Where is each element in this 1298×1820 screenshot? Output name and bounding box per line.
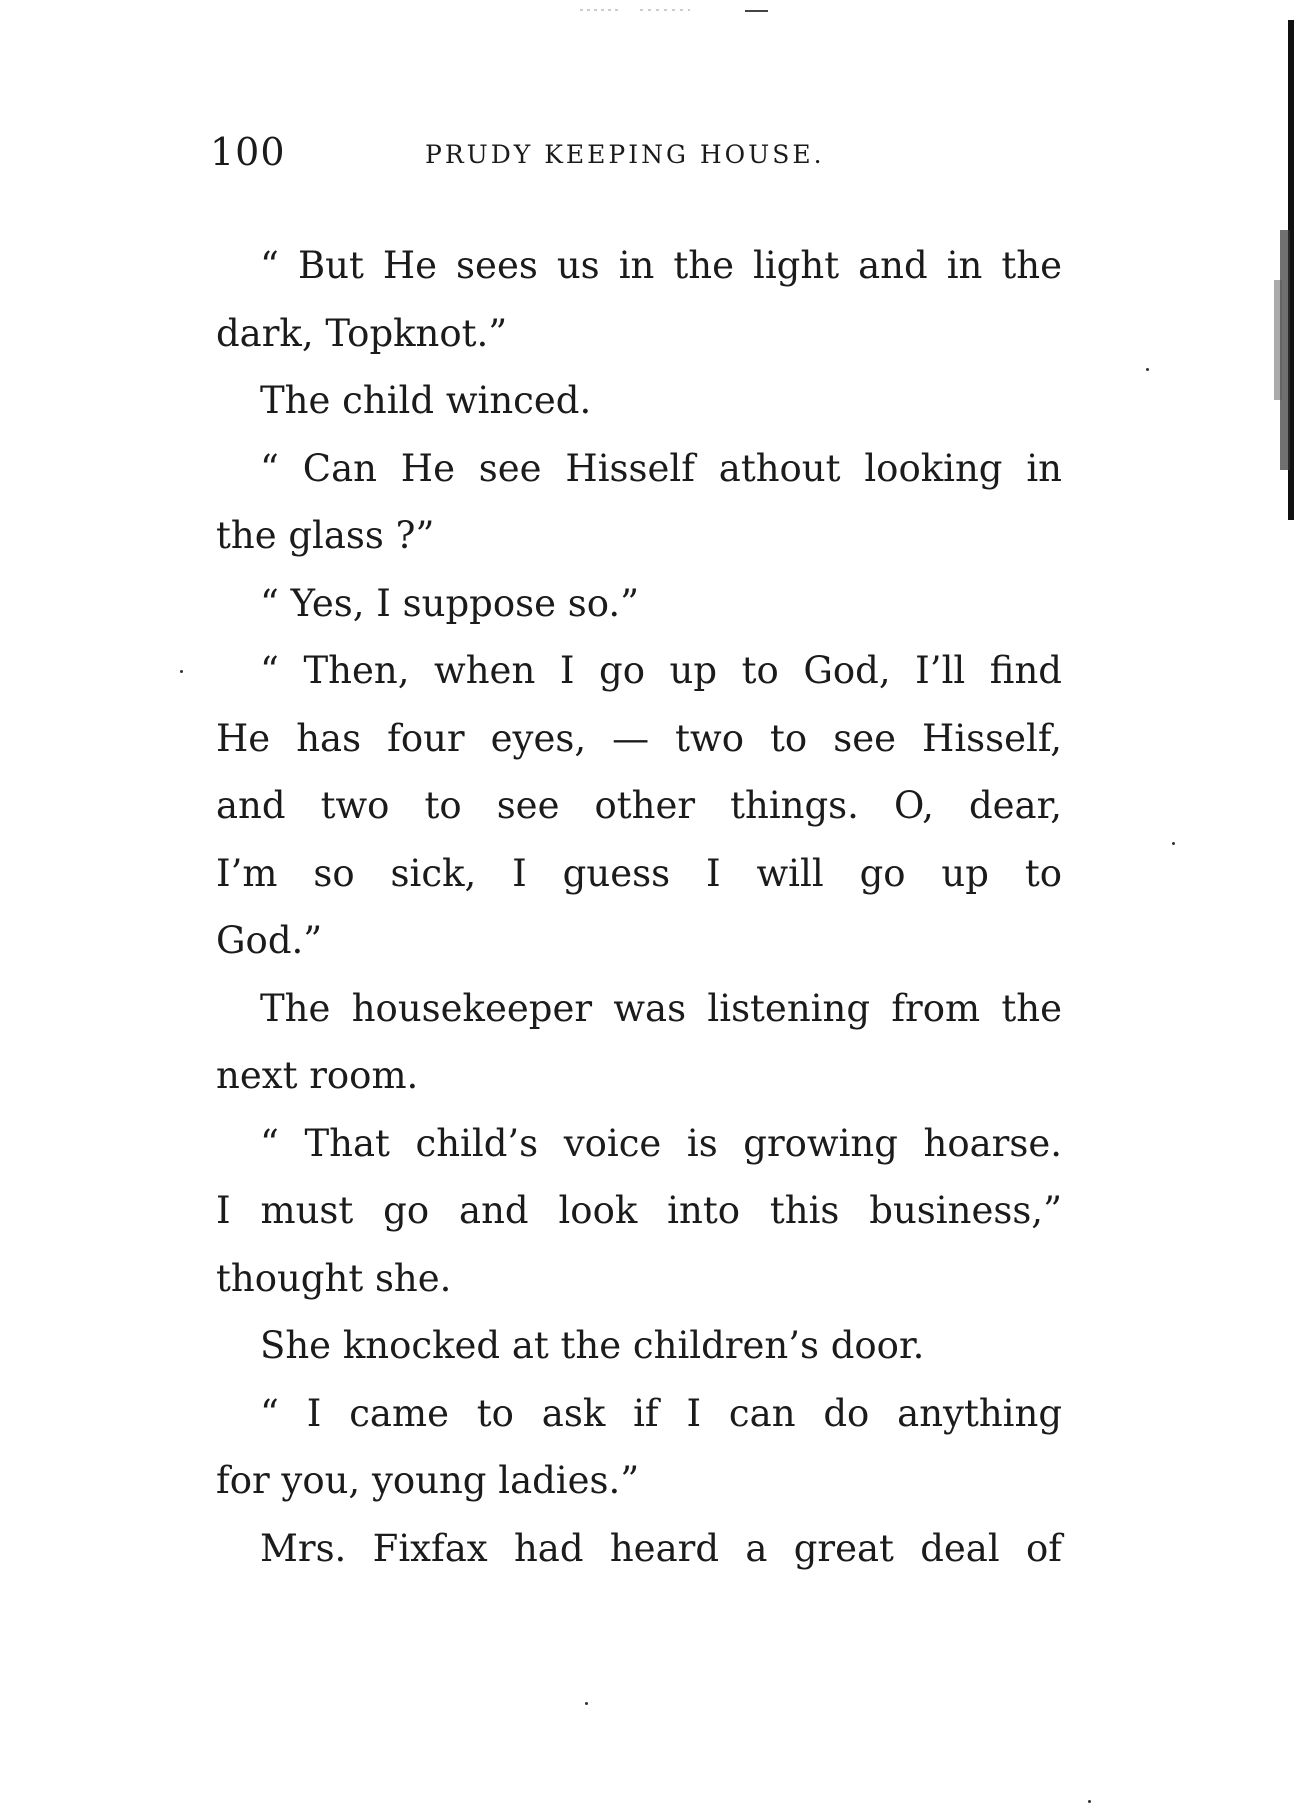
text-line: He has four eyes, — two to see Hisself, (216, 716, 1062, 760)
scan-mark (580, 6, 780, 14)
scan-speck (1146, 368, 1149, 371)
text-line: She knocked at the children’s door. (260, 1324, 925, 1367)
scan-speck (1172, 842, 1175, 845)
text-line: thought she. (216, 1256, 452, 1300)
text-line: I’m so sick, I guess I will go up to (216, 851, 1062, 895)
text-line: dark, Topknot.” (216, 311, 508, 355)
text-line: the glass ?” (216, 514, 435, 557)
text-line: I must go and look into this business,” (216, 1189, 1062, 1232)
text-line: God.” (216, 919, 323, 962)
text-line: “ Yes, I suppose so.” (260, 581, 640, 625)
text-line: “ I came to ask if I can do anything (260, 1391, 1062, 1435)
text-line: “ Then, when I go up to God, I’ll find (260, 649, 1062, 692)
text-line: next room. (216, 1054, 419, 1097)
page-number: 100 (210, 130, 286, 174)
text-line: “ That child’s voice is growing hoarse. (260, 1121, 1062, 1165)
text-line: for you, young ladies.” (216, 1459, 640, 1502)
body-text (216, 232, 1062, 1582)
text-line: “ Can He see Hisself athout looking in (260, 446, 1062, 490)
scan-edge-shadow (1270, 0, 1298, 560)
text-line: The housekeeper was listening from the (260, 986, 1062, 1030)
running-title: PRUDY KEEPING HOUSE. (425, 140, 825, 169)
text-line: Mrs. Fixfax had heard a great deal of (260, 1526, 1062, 1570)
text-line: “ But He sees us in the light and in the (260, 244, 1062, 287)
text-line: The child winced. (260, 379, 592, 422)
text-line: and two to see other things. O, dear, (216, 784, 1062, 827)
page-header (210, 130, 1070, 174)
scan-speck (180, 670, 183, 673)
scan-speck (585, 1702, 588, 1705)
scan-speck (1088, 1800, 1091, 1803)
